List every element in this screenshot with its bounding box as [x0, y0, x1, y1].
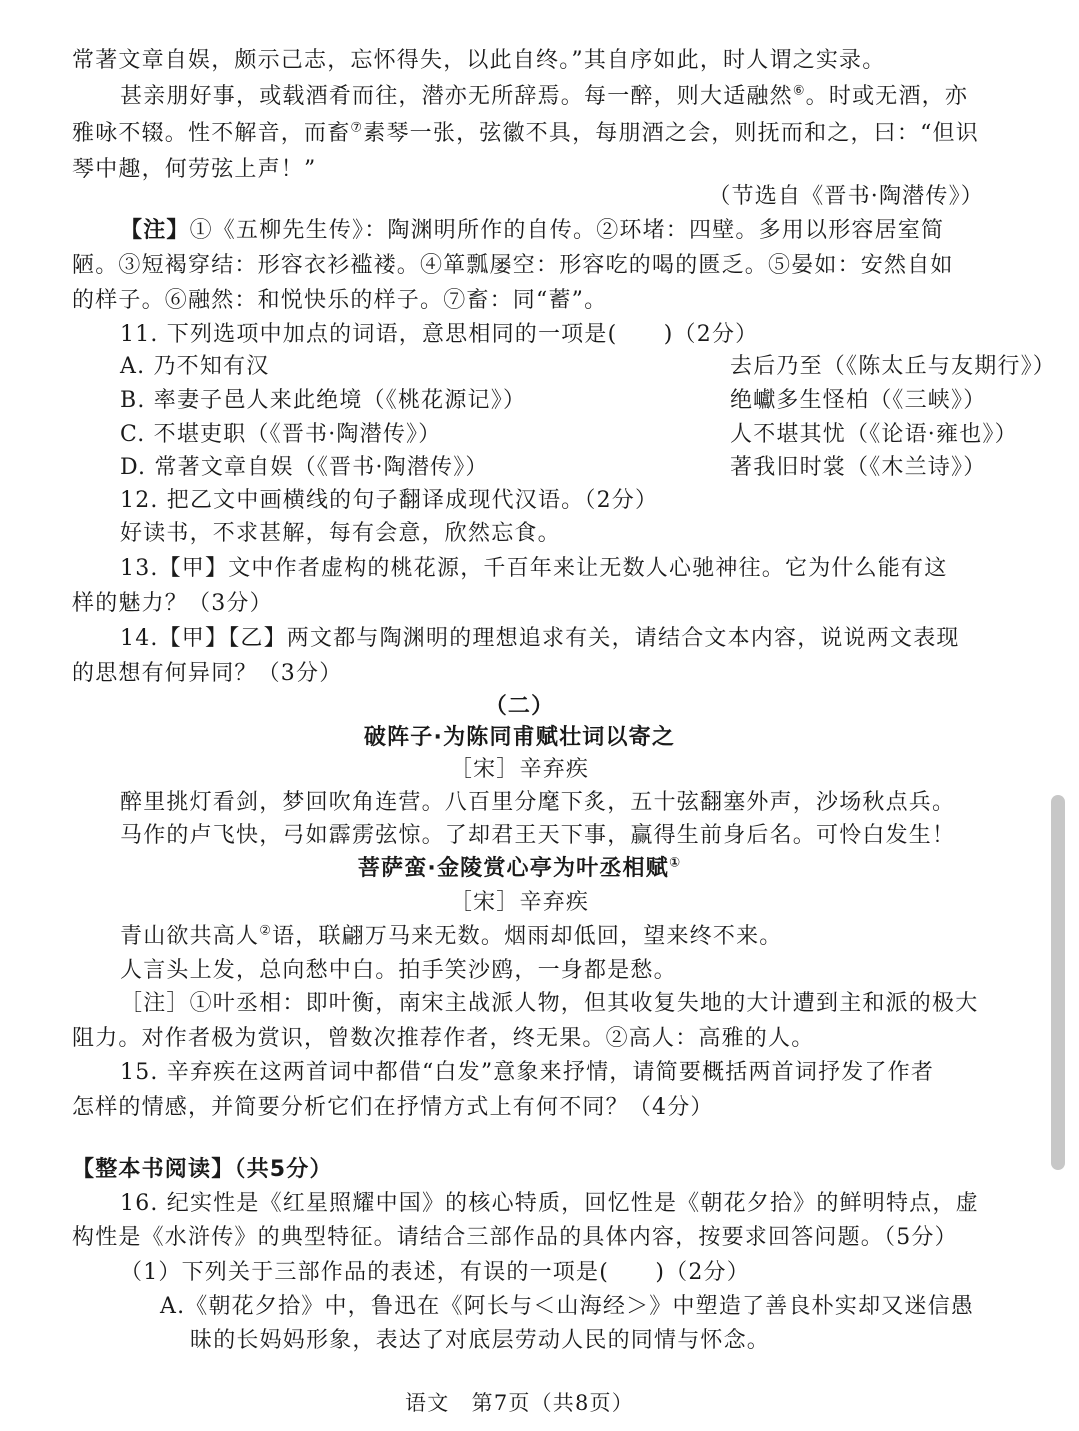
question-16: 16. 纪实性是《红星照耀中国》的核心特质，回忆性是《朝花夕拾》的鲜明特点，虚 [120, 1191, 979, 1216]
poem-title: 菩萨蛮·金陵赏心亭为叶丞相赋① [357, 855, 682, 881]
passage-line: 雅咏不辍。性不解音，而畜⑦素琴一张，弦徽不具，每朋酒之会，则抚而和之，曰：“但识 [72, 120, 979, 146]
question-12-sentence: 好读书，不求甚解，每有会意，欣然忘食。 [120, 521, 561, 546]
q11-option-row: C. 不堪吏职（《晋书·陶潜传》） 人不堪其忧（《论语·雍也》） [120, 422, 1018, 447]
footnote-marker: ⑦ [350, 120, 364, 136]
book-reading-heading: 【整本书阅读】（共5分） [72, 1157, 333, 1182]
notes-line: 陋。③短褐穿结：形容衣衫褴褛。④箪瓢屡空：形容吃的喝的匮乏。⑤晏如：安然自如 [72, 253, 954, 278]
footnote-marker: ① [668, 855, 682, 871]
notes-line: 【注】①《五柳先生传》：陶渊明所作的自传。②环堵：四壁。多用以形容居室简 [120, 218, 945, 243]
q16-option-a: 昧的长妈妈形象，表达了对底层劳动人民的同情与怀念。 [190, 1328, 771, 1353]
question-16: 构性是《水浒传》的典型特征。请结合三部作品的具体内容，按要求回答问题。（5分） [72, 1225, 958, 1250]
notes-tag: 【注】 [120, 218, 190, 243]
question-15: 15. 辛弃疾在这两首词中都借“白发”意象来抒情，请简要概括两首词抒发了作者 [120, 1060, 935, 1085]
passage-line: 琴中趣，何劳弦上声！” [72, 157, 317, 182]
poem-line: 青山欲共高人②语，联翩万马来无数。烟雨却低回，望来终不来。 [120, 923, 783, 949]
notes-line: 的样子。⑥融然：和悦快乐的样子。⑦畜：同“蓄”。 [72, 288, 608, 313]
poem-line: 醉里挑灯看剑，梦回吹角连营。八百里分麾下炙，五十弦翻塞外声，沙场秋点兵。 [120, 790, 956, 815]
passage-source: （节选自《晋书·陶潜传》） [708, 184, 984, 209]
question-13: 样的魅力？（3分） [72, 591, 273, 616]
question-12-stem: 12. 把乙文中画横线的句子翻译成现代汉语。（2分） [120, 488, 659, 513]
poem-title: 破阵子·为陈同甫赋壮词以寄之 [363, 725, 676, 750]
section-heading: （二） [484, 694, 555, 719]
q11-option-row: D. 常著文章自娱（《晋书·陶潜传》） 著我旧时裳（《木兰诗》） [120, 455, 987, 480]
notes-line: 阻力。对作者极为赏识，曾数次推荐作者，终无果。②高人：高雅的人。 [72, 1026, 815, 1051]
question-13: 13.【甲】文中作者虚构的桃花源，千百年来让无数人心驰神往。它为什么能有这 [120, 556, 948, 581]
q11-option-row: B. 率妻子邑人来此绝境（《桃花源记》） 绝巘多生怪柏（《三峡》） [120, 388, 987, 413]
question-16-sub1: （1）下列关于三部作品的表述，有误的一项是( )（2分） [120, 1260, 750, 1285]
poem-author: ［宋］辛弃疾 [449, 890, 590, 915]
question-11-stem: 11. 下列选项中加点的词语，意思相同的一项是( )（2分） [120, 322, 759, 347]
footnote-marker: ⑥ [792, 83, 806, 99]
scrollbar-thumb[interactable] [1051, 795, 1065, 1170]
notes-line: ［注］①叶丞相：即叶衡，南宋主战派人物，但其收复失地的大计遭到主和派的极大 [120, 991, 979, 1016]
question-15: 怎样的情感，并简要分析它们在抒情方式上有何不同？（4分） [72, 1095, 714, 1120]
poem-line: 马作的卢飞快，弓如霹雳弦惊。了却君王天下事，赢得生前身后名。可怜白发生！ [120, 823, 956, 848]
passage-line: 甚亲朋好事，或载酒肴而往，潜亦无所辞焉。每一醉，则大适融然⑥。时或无酒，亦 [120, 83, 969, 109]
passage-line: 常著文章自娱，颇示己志，忘怀得失，以此自终。”其自序如此，时人谓之实录。 [72, 48, 886, 73]
footnote-marker: ② [259, 923, 273, 939]
question-14: 14.【甲】【乙】两文都与陶渊明的理想追求有关，请结合文本内容，说说两文表现 [120, 626, 960, 651]
q11-option-row: A. 乃不知有汉 去后乃至（《陈太丘与友期行》） [120, 354, 1057, 379]
question-14: 的思想有何异同？（3分） [72, 661, 343, 686]
page-footer: 语文 第7页（共8页） [405, 1391, 634, 1415]
poem-author: ［宋］辛弃疾 [449, 757, 590, 782]
q16-option-a: A.《朝花夕拾》中，鲁迅在《阿长与＜山海经＞》中塑造了善良朴实却又迷信愚 [160, 1294, 975, 1319]
poem-line: 人言头上发，总向愁中白。拍手笑沙鸥，一身都是愁。 [120, 958, 677, 983]
